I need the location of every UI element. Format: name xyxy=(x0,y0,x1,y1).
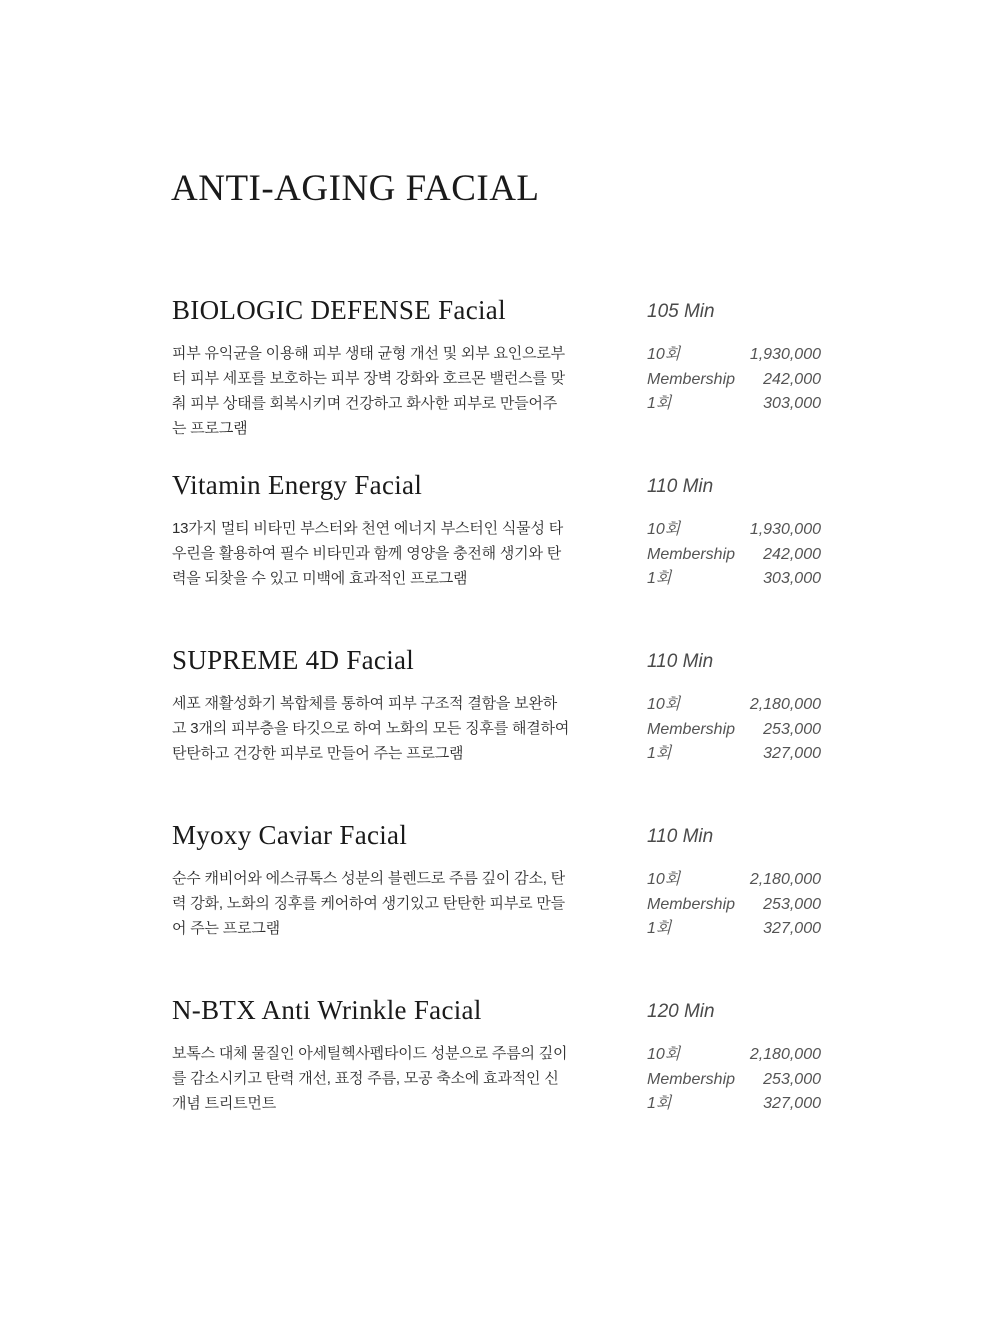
price-row xyxy=(647,392,821,417)
treatment-description: 13가지 멀티 비타민 부스터와 천연 에너지 부스터인 식물성 타우린을 활용하여 필수 비타민과 함께 영양을 충전해 생기와 탄력을 되찾을 수 있고 미백에 효과적인 프로그램 xyxy=(172,520,563,587)
treatment-name: Myoxy Caviar Facial xyxy=(172,820,408,850)
price-label: Membership xyxy=(647,1070,736,1088)
treatment-duration: 110 Min xyxy=(647,476,714,497)
price-label: 10회 xyxy=(647,1046,681,1063)
price-value: 303,000 xyxy=(763,395,821,412)
treatment-duration: 110 Min xyxy=(647,651,714,672)
price-row xyxy=(647,343,821,368)
price-value: 242,000 xyxy=(763,545,821,563)
price-value: 303,000 xyxy=(763,570,821,587)
price-value: 327,000 xyxy=(763,745,821,762)
price-value: 2,180,000 xyxy=(749,871,821,888)
treatment-duration: 110 Min xyxy=(647,826,714,847)
price-row xyxy=(647,1068,821,1093)
price-table xyxy=(647,868,821,942)
page-title: ANTI-AGING FACIAL xyxy=(171,167,540,209)
price-row xyxy=(647,1092,821,1117)
price-label: 10회 xyxy=(647,871,681,888)
treatment-name: Vitamin Energy Facial xyxy=(172,470,423,500)
price-label: 10회 xyxy=(647,346,681,363)
price-value: 2,180,000 xyxy=(749,696,821,713)
treatment-description: 세포 재활성화기 복합체를 통하여 피부 구조적 결함을 보완하고 3개의 피부층을 타깃으로 하여 노화의 모든 징후를 해결하여 탄탄하고 건강한 피부로 만들어 주는 프로그램 xyxy=(172,695,570,762)
price-value: 242,000 xyxy=(763,370,821,388)
price-table xyxy=(647,693,821,767)
price-label: 1회 xyxy=(647,1095,672,1112)
price-table xyxy=(647,1043,821,1117)
price-table xyxy=(647,518,821,592)
price-label: 1회 xyxy=(647,745,672,762)
treatment-section xyxy=(172,995,822,1174)
price-row xyxy=(647,742,821,767)
price-label: 1회 xyxy=(647,920,672,937)
treatment-name: N-BTX Anti Wrinkle Facial xyxy=(172,995,482,1025)
treatment-section xyxy=(172,645,822,824)
price-value: 253,000 xyxy=(763,720,821,738)
price-row xyxy=(647,718,821,743)
treatment-description: 피부 유익균을 이용해 피부 생태 균형 개선 및 외부 요인으로부터 피부 세포를 보호하는 피부 장벽 강화와 호르몬 밸런스를 맞춰 피부 상태를 회복시키며 건강하고 화사한 피부로 만들어주는 프로그램 xyxy=(172,345,565,437)
price-row xyxy=(647,543,821,568)
price-value: 1,930,000 xyxy=(749,521,821,538)
price-row xyxy=(647,567,821,592)
price-label: Membership xyxy=(647,545,736,563)
price-value: 2,180,000 xyxy=(749,1046,821,1063)
price-row xyxy=(647,893,821,918)
price-value: 327,000 xyxy=(763,920,821,937)
treatment-name: BIOLOGIC DEFENSE Facial xyxy=(172,295,506,325)
price-value: 253,000 xyxy=(763,1070,821,1088)
treatment-section xyxy=(172,295,822,474)
price-table xyxy=(647,343,821,417)
menu-sections xyxy=(172,295,822,1174)
price-row xyxy=(647,693,821,718)
price-row xyxy=(647,917,821,942)
price-label: 10회 xyxy=(647,696,681,713)
price-row xyxy=(647,368,821,393)
treatment-description: 보톡스 대체 물질인 아세틸헥사펩타이드 성분으로 주름의 깊이를 감소시키고 탄력 개선, 표정 주름, 모공 축소에 효과적인 신개념 트리트먼트 xyxy=(172,1045,568,1112)
treatment-section xyxy=(172,820,822,999)
treatment-section xyxy=(172,470,822,649)
treatment-duration: 105 Min xyxy=(647,301,715,322)
price-row xyxy=(647,868,821,893)
price-value: 253,000 xyxy=(763,895,821,913)
treatment-name: SUPREME 4D Facial xyxy=(172,645,415,675)
price-label: 10회 xyxy=(647,521,681,538)
price-label: 1회 xyxy=(647,395,672,412)
price-label: Membership xyxy=(647,370,736,388)
price-label: Membership xyxy=(647,895,736,913)
price-value: 327,000 xyxy=(763,1095,821,1112)
treatment-duration: 120 Min xyxy=(647,1001,715,1022)
treatment-description: 순수 캐비어와 에스큐톡스 성분의 블렌드로 주름 깊이 감소, 탄력 강화, 노화의 징후를 케어하여 생기있고 탄탄한 피부로 만들어 주는 프로그램 xyxy=(172,870,565,937)
price-label: 1회 xyxy=(647,570,672,587)
price-row xyxy=(647,1043,821,1068)
price-label: Membership xyxy=(647,720,736,738)
price-value: 1,930,000 xyxy=(749,346,821,363)
price-row xyxy=(647,518,821,543)
